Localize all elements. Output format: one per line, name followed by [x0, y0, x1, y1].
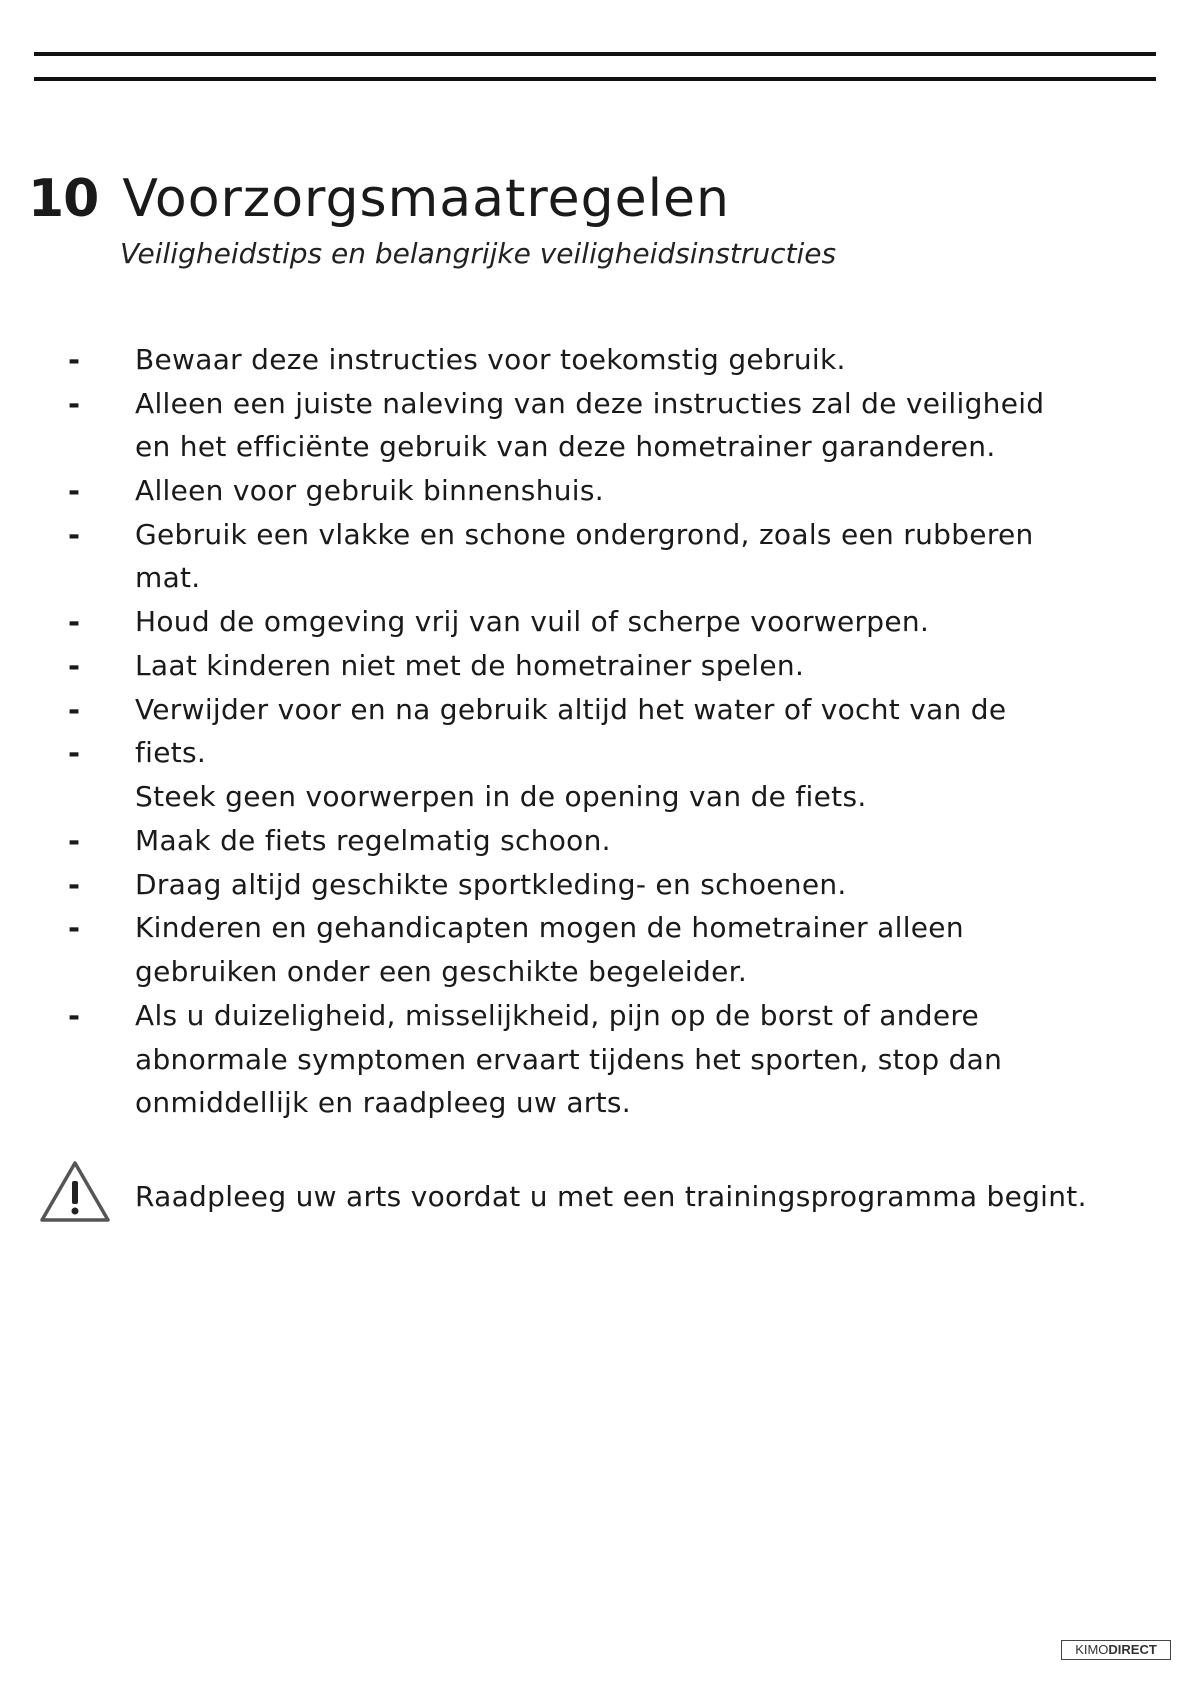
bullet-dash: -	[68, 474, 81, 508]
list-item-line: Draag altijd geschikte sportkleding- en schoenen.	[135, 868, 847, 901]
list-item-line: Alleen voor gebruik binnenshuis.	[135, 474, 604, 507]
bullet-dash: -	[68, 824, 81, 858]
section-subtitle: Veiligheidstips en belangrijke veiligheidsinstructies	[120, 237, 837, 270]
section-title: Voorzorgsmaatregelen	[122, 169, 730, 229]
list-item-line: gebruiken onder een geschikte begeleider.	[135, 955, 748, 988]
bullet-dash: -	[68, 605, 81, 639]
list-item-line: en het efficiënte gebruik van deze hometrainer garanderen.	[135, 430, 996, 463]
list-item-line: abnormale symptomen ervaart tijdens het sporten, stop dan	[135, 1043, 1003, 1076]
warning-text: Raadpleeg uw arts voordat u met een trainingsprogramma begint.	[135, 1180, 1087, 1213]
list-item-line: onmiddellijk en raadpleeg uw arts.	[135, 1086, 631, 1119]
list-item-line: Gebruik een vlakke en schone ondergrond, zoals een rubberen	[135, 518, 1034, 551]
bullet-dash: -	[68, 693, 81, 727]
section-number: 10	[28, 169, 99, 229]
bullet-dash: -	[68, 387, 81, 421]
brand-logo	[1061, 1640, 1171, 1660]
page-title	[28, 168, 730, 230]
list-item-line: Houd de omgeving vrij van vuil of scherpe voorwerpen.	[135, 605, 930, 638]
bullet-dash: -	[68, 999, 81, 1033]
logo-part1: KIMO	[1075, 1642, 1109, 1657]
bullet-dash: -	[68, 649, 81, 683]
bullet-dash: -	[68, 911, 81, 945]
bullet-dash: -	[68, 868, 81, 902]
list-item-line: Steek geen voorwerpen in de opening van de fiets.	[135, 780, 867, 813]
list-item-line: Alleen een juiste naleving van deze instructies zal de veiligheid	[135, 387, 1045, 420]
top-rule-2	[34, 77, 1156, 81]
list-item-line: Verwijder voor en na gebruik altijd het water of vocht van de	[135, 693, 1007, 726]
bullet-dash: -	[68, 518, 81, 552]
list-item-line: Laat kinderen niet met de hometrainer spelen.	[135, 649, 805, 682]
logo-part2: DIRECT	[1108, 1642, 1157, 1657]
top-rule-1	[34, 52, 1156, 56]
list-item-line: fiets.	[135, 736, 207, 769]
warning-triangle-icon	[38, 1158, 112, 1224]
list-item-line: Maak de fiets regelmatig schoon.	[135, 824, 611, 857]
list-item-line: mat.	[135, 561, 201, 594]
list-item-line: Kinderen en gehandicapten mogen de hometrainer alleen	[135, 911, 964, 944]
bullet-dash: -	[68, 343, 81, 377]
bullet-dash: -	[68, 736, 81, 770]
list-item-line: Bewaar deze instructies voor toekomstig gebruik.	[135, 343, 846, 376]
list-item-line: Als u duizeligheid, misselijkheid, pijn op de borst of andere	[135, 999, 980, 1032]
